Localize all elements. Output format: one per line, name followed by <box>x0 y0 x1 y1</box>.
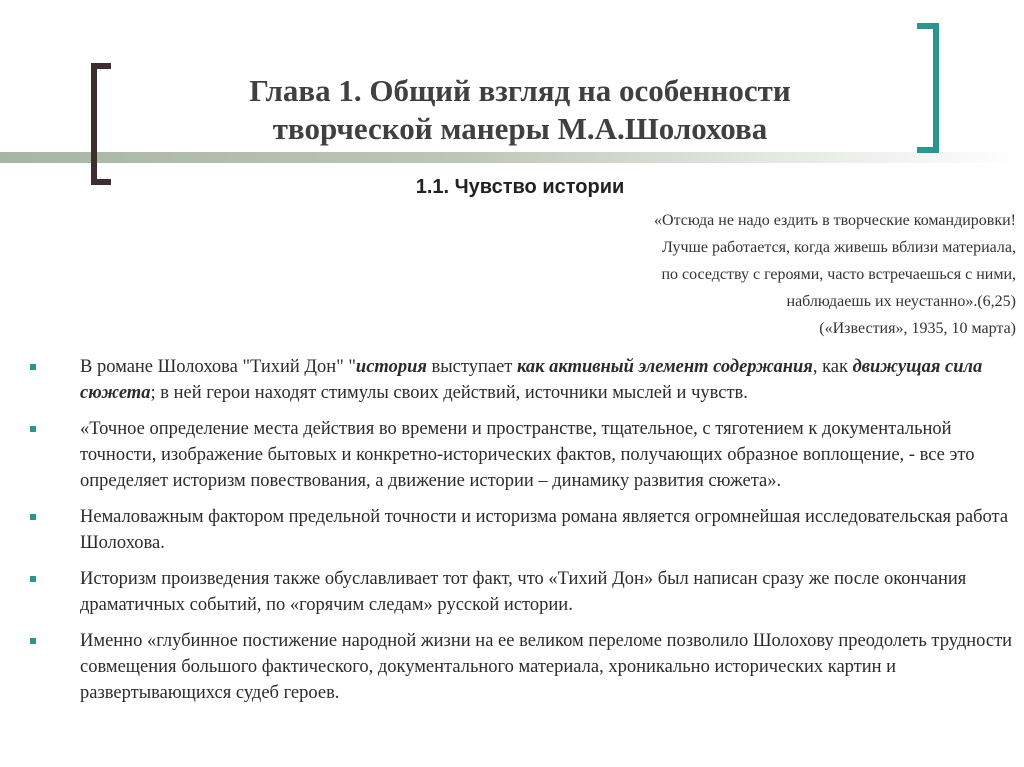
bullet-item-5 <box>26 628 1016 706</box>
bullet-item-4 <box>26 566 1016 618</box>
left-bracket-decoration <box>91 63 111 185</box>
bullet-text: «Точное определение места действия во времени и пространстве, тщательное, с тяготением к документальной точности, изображение бытовых и конкретно-исторических фактов, получающих образное воплощение, - все это определяет историзм повествования, а движение истории – динамику развития сюжета». <box>80 419 975 491</box>
epigraph-line: «Отсюда не надо ездить в творческие командировки! <box>654 212 1016 229</box>
bullet-emphasis: как активный элемент содержания <box>517 357 813 377</box>
bullet-list <box>26 354 1016 711</box>
epigraph-line: по соседству с героями, часто встречаешься с ними, <box>661 266 1016 283</box>
header-rule <box>0 152 1024 163</box>
square-bullet-icon <box>30 426 36 432</box>
bullet-text: , как <box>812 357 853 377</box>
square-bullet-icon <box>30 364 36 370</box>
epigraph-source: («Известия», 1935, 10 марта) <box>819 320 1016 337</box>
slide-title <box>150 72 890 148</box>
bullet-text: Именно «глубинное постижение народной жизни на ее великом переломе позволило Шолохову преодолеть трудности совмещения большого фактического, документального материала, хроникально исторических картин и развертывающихся судеб героев. <box>80 631 1013 703</box>
section-subtitle: 1.1. Чувство истории <box>415 176 625 198</box>
square-bullet-icon <box>30 638 36 644</box>
bullet-text: ; в ней герои находят стимулы своих действий, источники мыслей и чувств. <box>150 383 748 403</box>
epigraph-line: Лучше работается, когда живешь вблизи материала, <box>662 239 1016 256</box>
epigraph-quote <box>496 207 1016 342</box>
bullet-text: Историзм произведения также обуславливает тот факт, что «Тихий Дон» был написан сразу же после окончания драматичных событий, по «горячим следам» русской истории. <box>80 569 967 615</box>
title-line-1: Глава 1. Общий взгляд на особенности <box>249 73 791 108</box>
bullet-text: В романе Шолохова "Тихий Дон" " <box>80 357 356 377</box>
title-line-2: творческой манеры М.А.Шолохова <box>272 111 768 146</box>
square-bullet-icon <box>30 576 36 582</box>
square-bullet-icon <box>30 514 36 520</box>
bullet-text: Немаловажным фактором предельной точности и историзма романа является огромнейшая исследовательская работа Шолохова. <box>80 507 1009 553</box>
epigraph-line: наблюдаешь их неустанно».(6,25) <box>786 293 1016 310</box>
bullet-emphasis: история <box>355 357 427 377</box>
right-bracket-decoration <box>917 23 939 153</box>
bullet-item-3 <box>26 504 1016 556</box>
bullet-item-1 <box>26 354 1016 406</box>
bullet-text: выступает <box>426 357 518 377</box>
bullet-item-2 <box>26 416 1016 494</box>
bullet-emphasis: движущая сила сюжета <box>80 357 983 403</box>
